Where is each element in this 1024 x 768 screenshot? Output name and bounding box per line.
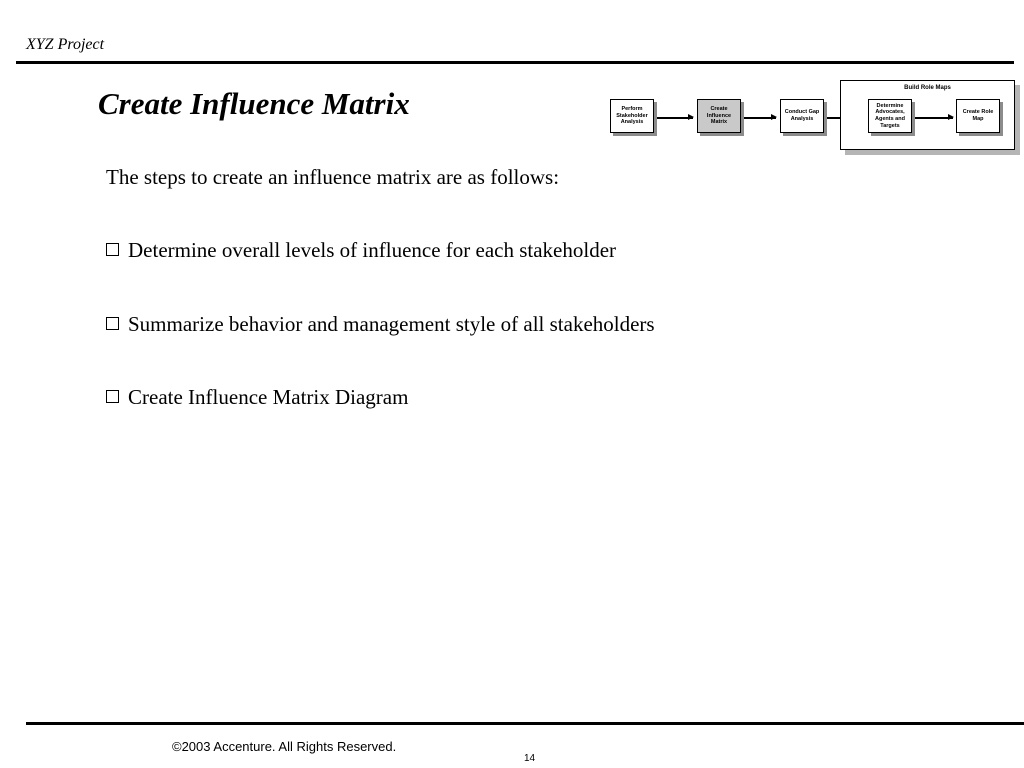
step-conduct-gap-analysis — [780, 99, 824, 133]
checkbox-icon — [106, 317, 119, 330]
bullet-item — [106, 385, 408, 410]
footer-rule — [26, 722, 1024, 725]
step-create-influence-matrix — [697, 99, 741, 133]
step-label: Create Role Map — [962, 109, 994, 122]
step-create-role-map — [956, 99, 1000, 133]
intro-text: The steps to create an influence matrix are as follows: — [106, 165, 560, 189]
slide-title: Create Influence Matrix — [98, 86, 410, 121]
bullet-item — [106, 238, 616, 263]
bullet-text: Summarize behavior and management style of all stakeholders — [128, 312, 655, 336]
checkbox-icon — [106, 243, 119, 256]
step-label: Conduct Gap Analysis — [784, 109, 820, 122]
page-number: 14 — [524, 753, 536, 764]
project-label: XYZ Project — [26, 36, 105, 53]
arrow-1 — [657, 117, 693, 119]
footer-copyright: ©2003 Accenture. All Rights Reserved. — [172, 739, 397, 754]
checkbox-icon — [106, 390, 119, 403]
arrow-4 — [915, 117, 953, 119]
bullet-text: Determine overall levels of influence for each stakeholder — [128, 238, 617, 262]
header-rule — [16, 61, 1014, 64]
step-perform-stakeholder-analysis — [610, 99, 654, 133]
step-determine-advocates — [868, 99, 912, 133]
step-label: Create Influence Matrix — [706, 106, 732, 126]
group-label: Build Role Maps — [904, 85, 951, 91]
step-label: Determine Advocates, Agents and Targets — [875, 102, 905, 129]
bullet-text: Create Influence Matrix Diagram — [128, 385, 409, 409]
bullet-item — [106, 312, 655, 337]
arrow-2 — [744, 117, 776, 119]
step-label: Perform Stakeholder Analysis — [616, 106, 648, 126]
